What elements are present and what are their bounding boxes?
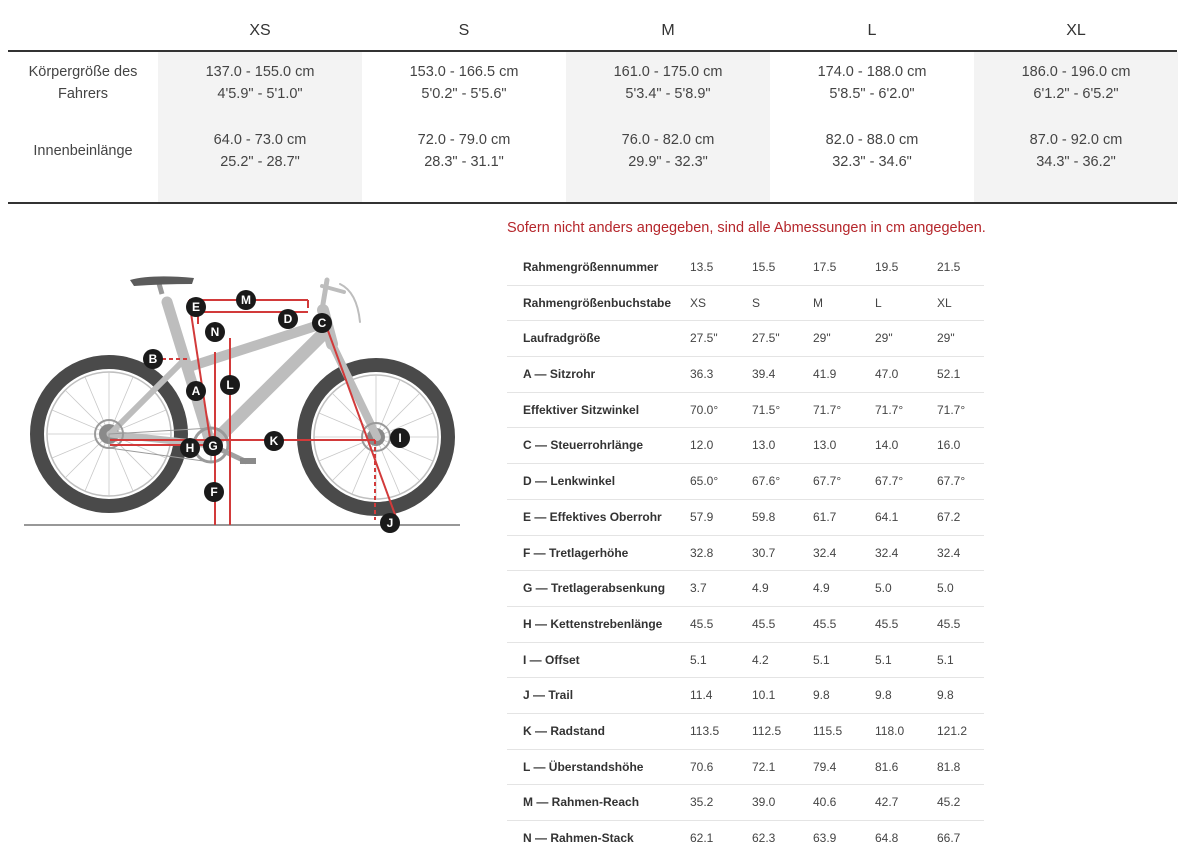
geometry-row-label: C — Steuerrohrlänge bbox=[523, 438, 644, 453]
geometry-cell: 9.8 bbox=[875, 688, 892, 703]
marker-n bbox=[205, 322, 225, 342]
geometry-row bbox=[507, 427, 984, 463]
geometry-cell: S bbox=[752, 295, 761, 310]
inseam-cm-m: 76.0 - 82.0 cm bbox=[621, 132, 715, 148]
inseam-in-s: 28.3" - 31.1" bbox=[424, 154, 504, 170]
geometry-row bbox=[507, 677, 984, 713]
geometry-cell: 42.7 bbox=[875, 795, 899, 810]
marker-a bbox=[186, 381, 206, 401]
geometry-cell: 63.9 bbox=[813, 831, 837, 845]
geometry-cell: 118.0 bbox=[875, 723, 905, 738]
geometry-cell: 71.7° bbox=[875, 402, 904, 417]
geometry-cell: 9.8 bbox=[813, 688, 830, 703]
geometry-cell: 3.7 bbox=[690, 581, 707, 596]
drivetrain bbox=[95, 420, 390, 464]
geometry-cell: 52.1 bbox=[937, 367, 961, 382]
marker-e bbox=[186, 297, 206, 317]
inseam-cm-xs: 64.0 - 73.0 cm bbox=[213, 132, 307, 148]
geometry-cell: 32.4 bbox=[937, 545, 961, 560]
svg-text:C: C bbox=[317, 316, 327, 330]
geometry-cell: 57.9 bbox=[690, 509, 714, 524]
geometry-cell: 9.8 bbox=[937, 688, 954, 703]
geometry-cell: 40.6 bbox=[813, 795, 837, 810]
geometry-cell: 13.0 bbox=[752, 438, 776, 453]
geometry-cell: 67.7° bbox=[875, 474, 904, 489]
geometry-cell: 71.7° bbox=[937, 402, 966, 417]
svg-text:K: K bbox=[269, 434, 279, 448]
geometry-cell: 67.2 bbox=[937, 509, 961, 524]
svg-text:J: J bbox=[386, 516, 394, 530]
size-header-l: L bbox=[867, 22, 877, 39]
geometry-cell: 71.7° bbox=[813, 402, 842, 417]
svg-text:F: F bbox=[210, 485, 218, 499]
geometry-cell: 32.4 bbox=[813, 545, 837, 560]
size-column-m bbox=[566, 52, 770, 202]
height-cm-m: 161.0 - 175.0 cm bbox=[613, 64, 723, 80]
marker-b bbox=[143, 349, 163, 369]
geometry-cell: 45.5 bbox=[937, 616, 961, 631]
svg-text:M: M bbox=[241, 293, 251, 307]
height-in-xl: 6'1.2" - 6'5.2" bbox=[1033, 86, 1119, 102]
geometry-cell: 67.7° bbox=[937, 474, 966, 489]
height-in-m: 5'3.4" - 5'8.9" bbox=[625, 86, 711, 102]
geometry-table bbox=[507, 250, 984, 856]
size-header-xs: XS bbox=[249, 22, 271, 39]
svg-text:G: G bbox=[208, 439, 218, 453]
geometry-cell: L bbox=[875, 295, 882, 310]
size-column-xs bbox=[158, 52, 362, 202]
geometry-cell: 4.2 bbox=[752, 652, 769, 667]
geometry-cell: 27.5" bbox=[752, 331, 780, 346]
size-header-xl: XL bbox=[1066, 22, 1086, 39]
geometry-cell: 29" bbox=[937, 331, 955, 346]
geometry-row bbox=[507, 320, 984, 356]
inseam-cm-xl: 87.0 - 92.0 cm bbox=[1029, 132, 1123, 148]
geometry-row-label: A — Sitzrohr bbox=[523, 367, 596, 382]
inseam-cm-s: 72.0 - 79.0 cm bbox=[417, 132, 511, 148]
geometry-cell: 5.1 bbox=[813, 652, 830, 667]
geometry-cell: 45.2 bbox=[937, 795, 961, 810]
geometry-cell: 4.9 bbox=[752, 581, 769, 596]
geometry-cell: 4.9 bbox=[813, 581, 830, 596]
height-cm-xs: 137.0 - 155.0 cm bbox=[205, 64, 315, 80]
geometry-cell: 11.4 bbox=[690, 688, 713, 703]
geometry-row bbox=[507, 392, 984, 428]
geometry-row-label: D — Lenkwinkel bbox=[523, 474, 616, 489]
height-cm-xl: 186.0 - 196.0 cm bbox=[1021, 64, 1131, 80]
geometry-row-label: Rahmengrößenbuchstabe bbox=[523, 295, 672, 310]
geometry-cell: 121.2 bbox=[937, 723, 968, 738]
geometry-cell: 30.7 bbox=[752, 545, 776, 560]
geometry-cell: 39.4 bbox=[752, 367, 776, 382]
geometry-cell: 19.5 bbox=[875, 260, 899, 274]
geometry-cell: XS bbox=[690, 295, 707, 310]
geometry-cell: 66.7 bbox=[937, 831, 961, 845]
marker-k bbox=[264, 431, 284, 451]
geometry-row bbox=[507, 499, 984, 535]
geometry-cell: 5.1 bbox=[875, 652, 892, 667]
geometry-cell: 32.4 bbox=[875, 545, 899, 560]
geometry-cell: 70.6 bbox=[690, 759, 714, 774]
geometry-cell: 5.0 bbox=[875, 581, 892, 596]
geometry-cell: 71.5° bbox=[752, 402, 781, 417]
geometry-row-label: J — Trail bbox=[523, 688, 574, 703]
geometry-row-label: G — Tretlagerabsenkung bbox=[523, 581, 666, 596]
marker-h bbox=[180, 438, 200, 458]
row-label-inseam: Innenbeinlänge bbox=[33, 143, 133, 159]
size-chart-bottom-rule bbox=[8, 202, 1177, 204]
geometry-cell: 10.1 bbox=[752, 688, 776, 703]
units-note: Sofern nicht anders angegeben, sind alle Abmessungen in cm angegeben. bbox=[507, 220, 986, 236]
geometry-row bbox=[507, 356, 984, 392]
height-cm-s: 153.0 - 166.5 cm bbox=[409, 64, 519, 80]
marker-g bbox=[203, 436, 223, 456]
marker-j bbox=[380, 513, 400, 533]
geometry-cell: 67.6° bbox=[752, 474, 781, 489]
geometry-row-label: N — Rahmen-Stack bbox=[523, 831, 634, 845]
inseam-in-l: 32.3" - 34.6" bbox=[832, 154, 912, 170]
geometry-row bbox=[507, 642, 984, 678]
height-in-s: 5'0.2" - 5'5.6" bbox=[421, 86, 507, 102]
geometry-cell: 15.5 bbox=[752, 260, 776, 274]
geometry-cell: 59.8 bbox=[752, 509, 776, 524]
geometry-cell: 47.0 bbox=[875, 367, 899, 382]
geometry-cell: 5.0 bbox=[937, 581, 954, 596]
geometry-cell: 17.5 bbox=[813, 260, 837, 274]
geometry-cell: 67.7° bbox=[813, 474, 842, 489]
geometry-row bbox=[507, 784, 984, 820]
geometry-cell: 41.9 bbox=[813, 367, 837, 382]
geometry-cell: 45.5 bbox=[813, 616, 837, 631]
geometry-cell: 12.0 bbox=[690, 438, 714, 453]
geometry-row-label: H — Kettenstrebenlänge bbox=[523, 616, 663, 631]
geometry-cell: 27.5" bbox=[690, 331, 718, 346]
geometry-cell: 79.4 bbox=[813, 759, 837, 774]
geometry-row bbox=[507, 250, 984, 285]
geometry-row-label: E — Effektives Oberrohr bbox=[523, 509, 662, 524]
geometry-row bbox=[507, 606, 984, 642]
geometry-cell: 13.5 bbox=[690, 260, 714, 274]
geometry-cell: 45.5 bbox=[690, 616, 714, 631]
geometry-row-label: I — Offset bbox=[523, 652, 580, 667]
geometry-cell: 45.5 bbox=[875, 616, 899, 631]
row-label-body-height: Körpergröße des bbox=[28, 64, 138, 80]
marker-f bbox=[204, 482, 224, 502]
svg-text:E: E bbox=[191, 300, 201, 314]
geometry-cell: 81.6 bbox=[875, 759, 899, 774]
geometry-row-label: Effektiver Sitzwinkel bbox=[523, 402, 640, 417]
marker-m bbox=[236, 290, 256, 310]
geometry-row-label: Laufradgröße bbox=[523, 331, 601, 346]
geometry-row bbox=[507, 463, 984, 499]
geometry-row-label: Rahmengrößennummer bbox=[523, 260, 659, 274]
geometry-cell: 35.2 bbox=[690, 795, 714, 810]
svg-text:H: H bbox=[185, 441, 195, 455]
size-column-l bbox=[770, 52, 974, 202]
geometry-cell: 113.5 bbox=[690, 723, 720, 738]
inseam-in-xs: 25.2" - 28.7" bbox=[220, 154, 300, 170]
svg-text:I: I bbox=[398, 431, 402, 445]
svg-text:A: A bbox=[191, 384, 201, 398]
size-header-s: S bbox=[458, 22, 470, 39]
geometry-row-label: F — Tretlagerhöhe bbox=[523, 545, 629, 560]
geometry-row bbox=[507, 285, 984, 321]
geometry-cell: 64.1 bbox=[875, 509, 899, 524]
height-cm-l: 174.0 - 188.0 cm bbox=[817, 64, 927, 80]
size-column-xl bbox=[974, 52, 1178, 202]
geometry-cell: 65.0° bbox=[690, 474, 719, 489]
geometry-cell: 64.8 bbox=[875, 831, 899, 845]
geometry-cell: 5.1 bbox=[690, 652, 707, 667]
marker-c bbox=[312, 313, 332, 333]
inseam-in-m: 29.9" - 32.3" bbox=[628, 154, 708, 170]
geometry-cell: 29" bbox=[875, 331, 893, 346]
geometry-row bbox=[507, 749, 984, 785]
geometry-row-label: L — Überstandshöhe bbox=[523, 759, 644, 774]
marker-d bbox=[278, 309, 298, 329]
size-header-m: M bbox=[661, 22, 675, 39]
size-chart bbox=[8, 0, 1177, 204]
geometry-cell: 81.8 bbox=[937, 759, 961, 774]
geometry-cell: 72.1 bbox=[752, 759, 776, 774]
geometry-cell: XL bbox=[937, 295, 952, 310]
geometry-cell: 45.5 bbox=[752, 616, 776, 631]
geometry-cell: 62.3 bbox=[752, 831, 776, 845]
geometry-cell: 5.1 bbox=[937, 652, 954, 667]
marker-i bbox=[390, 428, 410, 448]
svg-text:D: D bbox=[283, 312, 293, 326]
geometry-cell: 112.5 bbox=[752, 723, 782, 738]
geometry-cell: 61.7 bbox=[813, 509, 837, 524]
geometry-cell: 39.0 bbox=[752, 795, 776, 810]
geometry-row bbox=[507, 535, 984, 571]
geometry-cell: 62.1 bbox=[690, 831, 714, 845]
inseam-cm-l: 82.0 - 88.0 cm bbox=[825, 132, 919, 148]
geometry-cell: 29" bbox=[813, 331, 831, 346]
geometry-cell: 21.5 bbox=[937, 260, 961, 274]
svg-text:B: B bbox=[148, 352, 158, 366]
inseam-in-xl: 34.3" - 36.2" bbox=[1036, 154, 1116, 170]
geometry-cell: 13.0 bbox=[813, 438, 837, 453]
geometry-cell: 16.0 bbox=[937, 438, 961, 453]
geometry-row bbox=[507, 570, 984, 606]
geometry-cell: M bbox=[813, 295, 823, 310]
geometry-row bbox=[507, 713, 984, 749]
row-label-body-height-2: Fahrers bbox=[58, 86, 108, 102]
geometry-cell: 32.8 bbox=[690, 545, 714, 560]
bike-geometry-diagram bbox=[22, 262, 464, 538]
height-in-xs: 4'5.9" - 5'1.0" bbox=[217, 86, 303, 102]
geometry-cell: 70.0° bbox=[690, 402, 719, 417]
geometry-row-label: K — Radstand bbox=[523, 723, 606, 738]
height-in-l: 5'8.5" - 6'2.0" bbox=[829, 86, 915, 102]
size-chart-header bbox=[8, 0, 1177, 52]
size-column-s bbox=[362, 52, 566, 202]
saddle bbox=[130, 276, 194, 294]
svg-text:L: L bbox=[226, 378, 234, 392]
marker-l bbox=[220, 375, 240, 395]
geometry-cell: 115.5 bbox=[813, 723, 843, 738]
geometry-cell: 36.3 bbox=[690, 367, 714, 382]
svg-text:N: N bbox=[210, 325, 220, 339]
geometry-cell: 14.0 bbox=[875, 438, 899, 453]
geometry-row-label: M — Rahmen-Reach bbox=[523, 795, 640, 810]
